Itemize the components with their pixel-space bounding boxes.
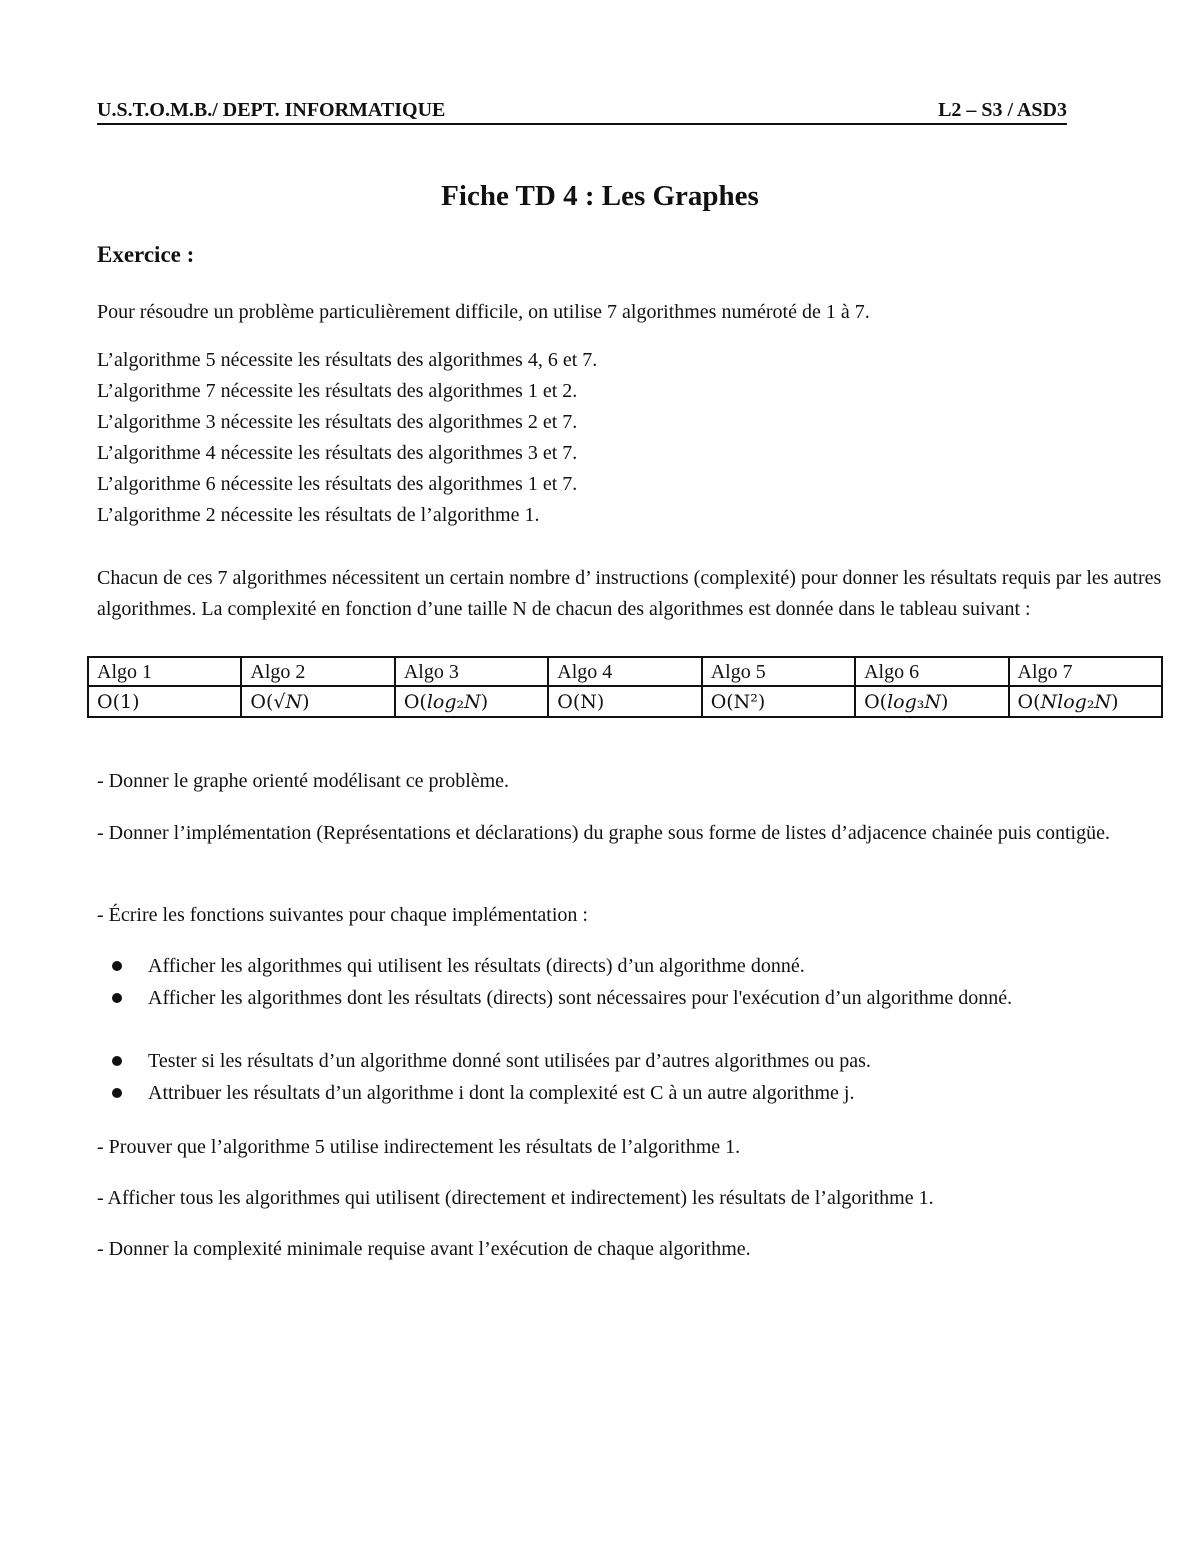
task-item: - Prouver que l’algorithme 5 utilise indirectement les résultats de l’algorithme 1. <box>97 1136 741 1158</box>
dependency-line: L’algorithme 3 nécessite les résultats des algorithmes 2 et 7. <box>97 411 578 433</box>
dependency-list <box>97 345 1167 531</box>
complexity-paragraph: Chacun de ces 7 algorithmes nécessitent un certain nombre d’ instructions (complexité) pour donner les résultats requis par les autres algorithmes. La complexité en fonction d’une taille N de chacun des algorithmes est donnée dans le tableau suivant : <box>97 567 1162 620</box>
table-header-cell: Algo 1 <box>88 657 241 686</box>
table-header-cell: Algo 4 <box>548 657 701 686</box>
table-header-cell: Algo 5 <box>702 657 855 686</box>
table-cell: O(1) <box>88 686 241 717</box>
table-header-cell: Algo 3 <box>395 657 548 686</box>
task-item: - Donner le graphe orienté modélisant ce problème. <box>97 770 510 792</box>
bullet-icon <box>112 961 122 971</box>
bullet-icon <box>112 1056 122 1066</box>
bullet-text: Attribuer les résultats d’un algorithme i dont la complexité est C à un autre algorithme j. <box>148 1082 855 1104</box>
bullet-text: Tester si les résultats d’un algorithme donné sont utilisées par d’autres algorithmes ou pas. <box>148 1050 871 1072</box>
table-cell: O(N) <box>548 686 701 717</box>
dependency-line: L’algorithme 7 nécessite les résultats des algorithmes 1 et 2. <box>97 380 578 402</box>
task-item: - Donner l’implémentation (Représentations et déclarations) du graphe sous forme de listes d’adjacence chainée puis contigüe. <box>97 822 1110 844</box>
bullet-text: Afficher les algorithmes qui utilisent les résultats (directs) d’un algorithme donné. <box>148 955 805 977</box>
table-header-cell: Algo 2 <box>241 657 394 686</box>
page-title: Fiche TD 4 : Les Graphes <box>441 180 759 212</box>
intro-paragraph: Pour résoudre un problème particulièrement difficile, on utilise 7 algorithmes numéroté de 1 à 7. <box>97 301 870 323</box>
table-header-row <box>88 657 1162 686</box>
list-item <box>97 951 1167 982</box>
table-cell: O(√𝑁) <box>241 686 394 717</box>
bullet-text: Afficher les algorithmes dont les résultats (directs) sont nécessaires pour l'exécution d’un algorithme donné. <box>148 987 1013 1009</box>
table-header-cell: Algo 6 <box>855 657 1008 686</box>
dependency-line: L’algorithme 2 nécessite les résultats de l’algorithme 1. <box>97 504 540 526</box>
table-cell: O(𝑙𝑜𝑔₂𝑁) <box>395 686 548 717</box>
task-item: - Écrire les fonctions suivantes pour chaque implémentation : <box>97 904 588 926</box>
bullet-icon <box>112 1088 122 1098</box>
dependency-line: L’algorithme 4 nécessite les résultats des algorithmes 3 et 7. <box>97 442 578 464</box>
table-header-cell: Algo 7 <box>1009 657 1162 686</box>
task-item: - Afficher tous les algorithmes qui utilisent (directement et indirectement) les résultats de l’algorithme 1. <box>97 1187 934 1209</box>
table-cell: O(N²) <box>702 686 855 717</box>
dependency-line: L’algorithme 5 nécessite les résultats des algorithmes 4, 6 et 7. <box>97 349 598 371</box>
page-header <box>97 98 1067 125</box>
table-cell: O(𝑁𝑙𝑜𝑔₂𝑁) <box>1009 686 1162 717</box>
complexity-table <box>87 656 1163 718</box>
header-course: L2 – S3 / ASD3 <box>938 99 1067 121</box>
header-institution: U.S.T.O.M.B./ DEPT. INFORMATIQUE <box>97 99 446 121</box>
table-row <box>88 686 1162 717</box>
list-item <box>97 983 1167 1014</box>
list-item <box>97 1046 1167 1077</box>
list-item <box>97 1078 1167 1109</box>
table-cell: O(𝑙𝑜𝑔₃𝑁) <box>855 686 1008 717</box>
dependency-line: L’algorithme 6 nécessite les résultats des algorithmes 1 et 7. <box>97 473 578 495</box>
bullet-icon <box>112 993 122 1003</box>
task-item: - Donner la complexité minimale requise avant l’exécution de chaque algorithme. <box>97 1238 751 1260</box>
exercise-heading: Exercice : <box>97 242 195 267</box>
